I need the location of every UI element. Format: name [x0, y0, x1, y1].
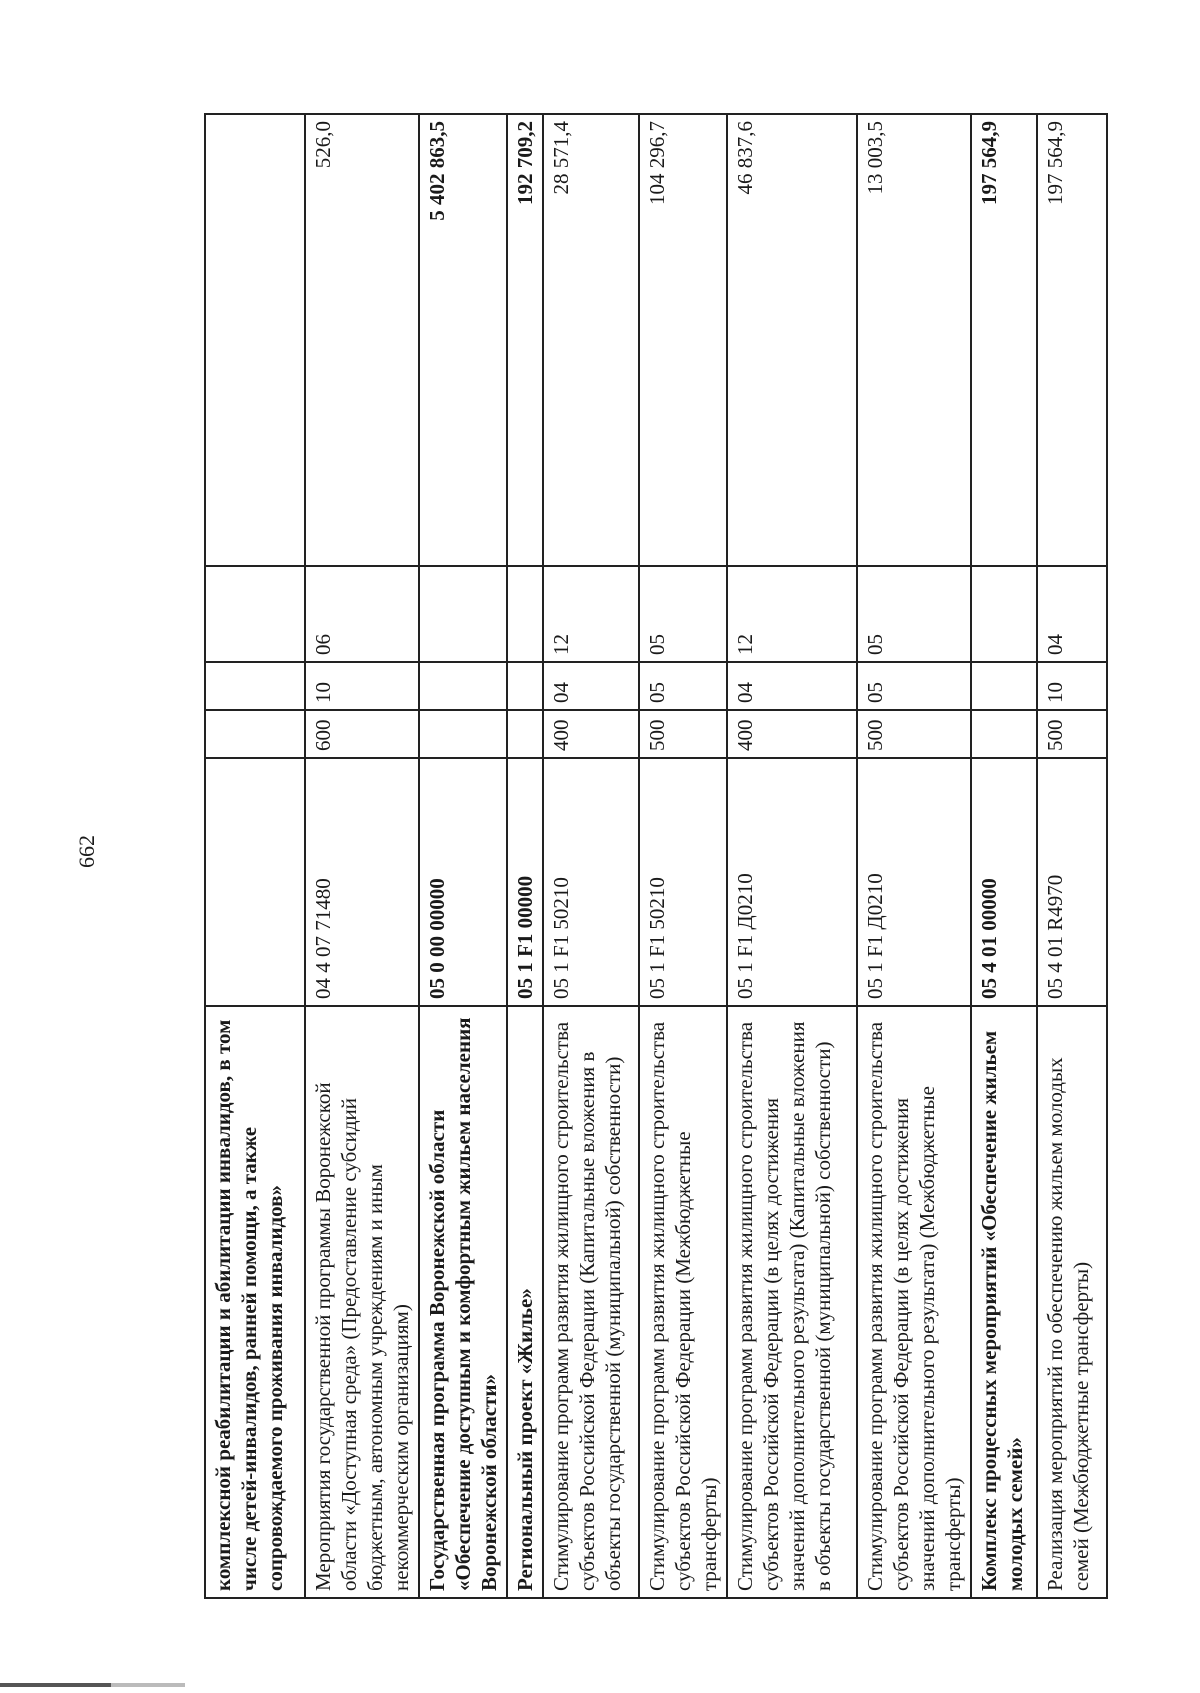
table-row: [543, 114, 639, 1598]
row-name-cell: Реализация мероприятий по обеспечению жильем молодых семей (Межбюджетные трансферты): [1037, 1006, 1107, 1598]
row-code-cell: 05 4 01 R4970: [1037, 758, 1107, 1006]
table-row: [971, 114, 1037, 1598]
row-vr-cell: 500: [857, 710, 971, 758]
row-amount-cell: 526,0: [305, 114, 419, 566]
row-code-cell: 05 1 F1 Д0210: [727, 758, 857, 1006]
row-vr-cell: [971, 710, 1037, 758]
row-vr-cell: [419, 710, 507, 758]
row-vr-cell: 400: [727, 710, 857, 758]
row-vr-cell: [205, 710, 305, 758]
row-amount-cell: 46 837,6: [727, 114, 857, 566]
table-row: [205, 114, 305, 1598]
row-code-cell: 05 4 01 00000: [971, 758, 1037, 1006]
row-pr-cell: [507, 566, 543, 662]
row-code-cell: [205, 758, 305, 1006]
row-rz-cell: [419, 662, 507, 710]
row-name-cell: Мероприятия государственной программы Воронежской области «Доступная среда» (Предоставление субсидий бюджетным, автономным учреждениям и иным некоммерческим организациям): [305, 1006, 419, 1598]
row-rz-cell: 10: [305, 662, 419, 710]
row-rz-cell: [971, 662, 1037, 710]
table-row: [1037, 114, 1107, 1598]
table-row: [305, 114, 419, 1598]
row-name-cell: Государственная программа Воронежской области «Обеспечение доступным и комфортным жильем населения Воронежской области»: [419, 1006, 507, 1598]
row-pr-cell: 06: [305, 566, 419, 662]
budget-table: [204, 113, 1108, 1599]
row-pr-cell: [205, 566, 305, 662]
table-row: [639, 114, 727, 1598]
table-row: [419, 114, 507, 1598]
scan-edge-artifact: [0, 1683, 185, 1687]
row-amount-cell: 28 571,4: [543, 114, 639, 566]
row-name-cell: Комплекс процессных мероприятий «Обеспечение жильем молодых семей»: [971, 1006, 1037, 1598]
row-pr-cell: 12: [543, 566, 639, 662]
row-vr-cell: 400: [543, 710, 639, 758]
row-pr-cell: [419, 566, 507, 662]
budget-table-body: [205, 114, 1107, 1598]
row-pr-cell: [971, 566, 1037, 662]
row-code-cell: 05 1 F1 Д0210: [857, 758, 971, 1006]
row-pr-cell: 12: [727, 566, 857, 662]
row-name-cell: Стимулирование программ развития жилищного строительства субъектов Российской Федерации (Капитальные вложения в объекты государственной (муниципальной) собственности): [543, 1006, 639, 1598]
row-rz-cell: 04: [543, 662, 639, 710]
row-amount-cell: 197 564,9: [1037, 114, 1107, 566]
row-amount-cell: 13 003,5: [857, 114, 971, 566]
row-vr-cell: 600: [305, 710, 419, 758]
row-code-cell: 05 1 F1 00000: [507, 758, 543, 1006]
row-amount-cell: 5 402 863,5: [419, 114, 507, 566]
table-row: [727, 114, 857, 1598]
row-name-cell: комплексной реабилитации и абилитации инвалидов, в том числе детей-инвалидов, ранней помощи, а также сопровождаемого проживания инвалидов»: [205, 1006, 305, 1598]
row-pr-cell: 05: [857, 566, 971, 662]
row-rz-cell: 04: [727, 662, 857, 710]
row-name-cell: Стимулирование программ развития жилищного строительства субъектов Российской Федерации (в целях достижения значений дополнительного результата) (Капитальные вложения в объекты государственной (муниципальной) собственности): [727, 1006, 857, 1598]
row-vr-cell: 500: [1037, 710, 1107, 758]
row-amount-cell: 197 564,9: [971, 114, 1037, 566]
row-code-cell: 05 1 F1 50210: [639, 758, 727, 1006]
row-pr-cell: 04: [1037, 566, 1107, 662]
row-vr-cell: 500: [639, 710, 727, 758]
table-row: [507, 114, 543, 1598]
row-code-cell: 05 1 F1 50210: [543, 758, 639, 1006]
row-name-cell: Стимулирование программ развития жилищного строительства субъектов Российской Федерации (в целях достижения значений дополнительного результата) (Межбюджетные трансферты): [857, 1006, 971, 1598]
row-amount-cell: 104 296,7: [639, 114, 727, 566]
row-amount-cell: [205, 114, 305, 566]
table-row: [857, 114, 971, 1598]
row-amount-cell: 192 709,2: [507, 114, 543, 566]
row-code-cell: 04 4 07 71480: [305, 758, 419, 1006]
row-name-cell: Региональный проект «Жилье»: [507, 1006, 543, 1598]
row-rz-cell: [205, 662, 305, 710]
row-vr-cell: [507, 710, 543, 758]
row-rz-cell: 05: [857, 662, 971, 710]
rotated-table-wrapper: [204, 115, 1093, 1599]
row-pr-cell: 05: [639, 566, 727, 662]
row-rz-cell: 10: [1037, 662, 1107, 710]
row-name-cell: Стимулирование программ развития жилищного строительства субъектов Российской Федерации (Межбюджетные трансферты): [639, 1006, 727, 1598]
row-rz-cell: 05: [639, 662, 727, 710]
row-rz-cell: [507, 662, 543, 710]
row-code-cell: 05 0 00 00000: [419, 758, 507, 1006]
page-number: 662: [74, 835, 99, 868]
